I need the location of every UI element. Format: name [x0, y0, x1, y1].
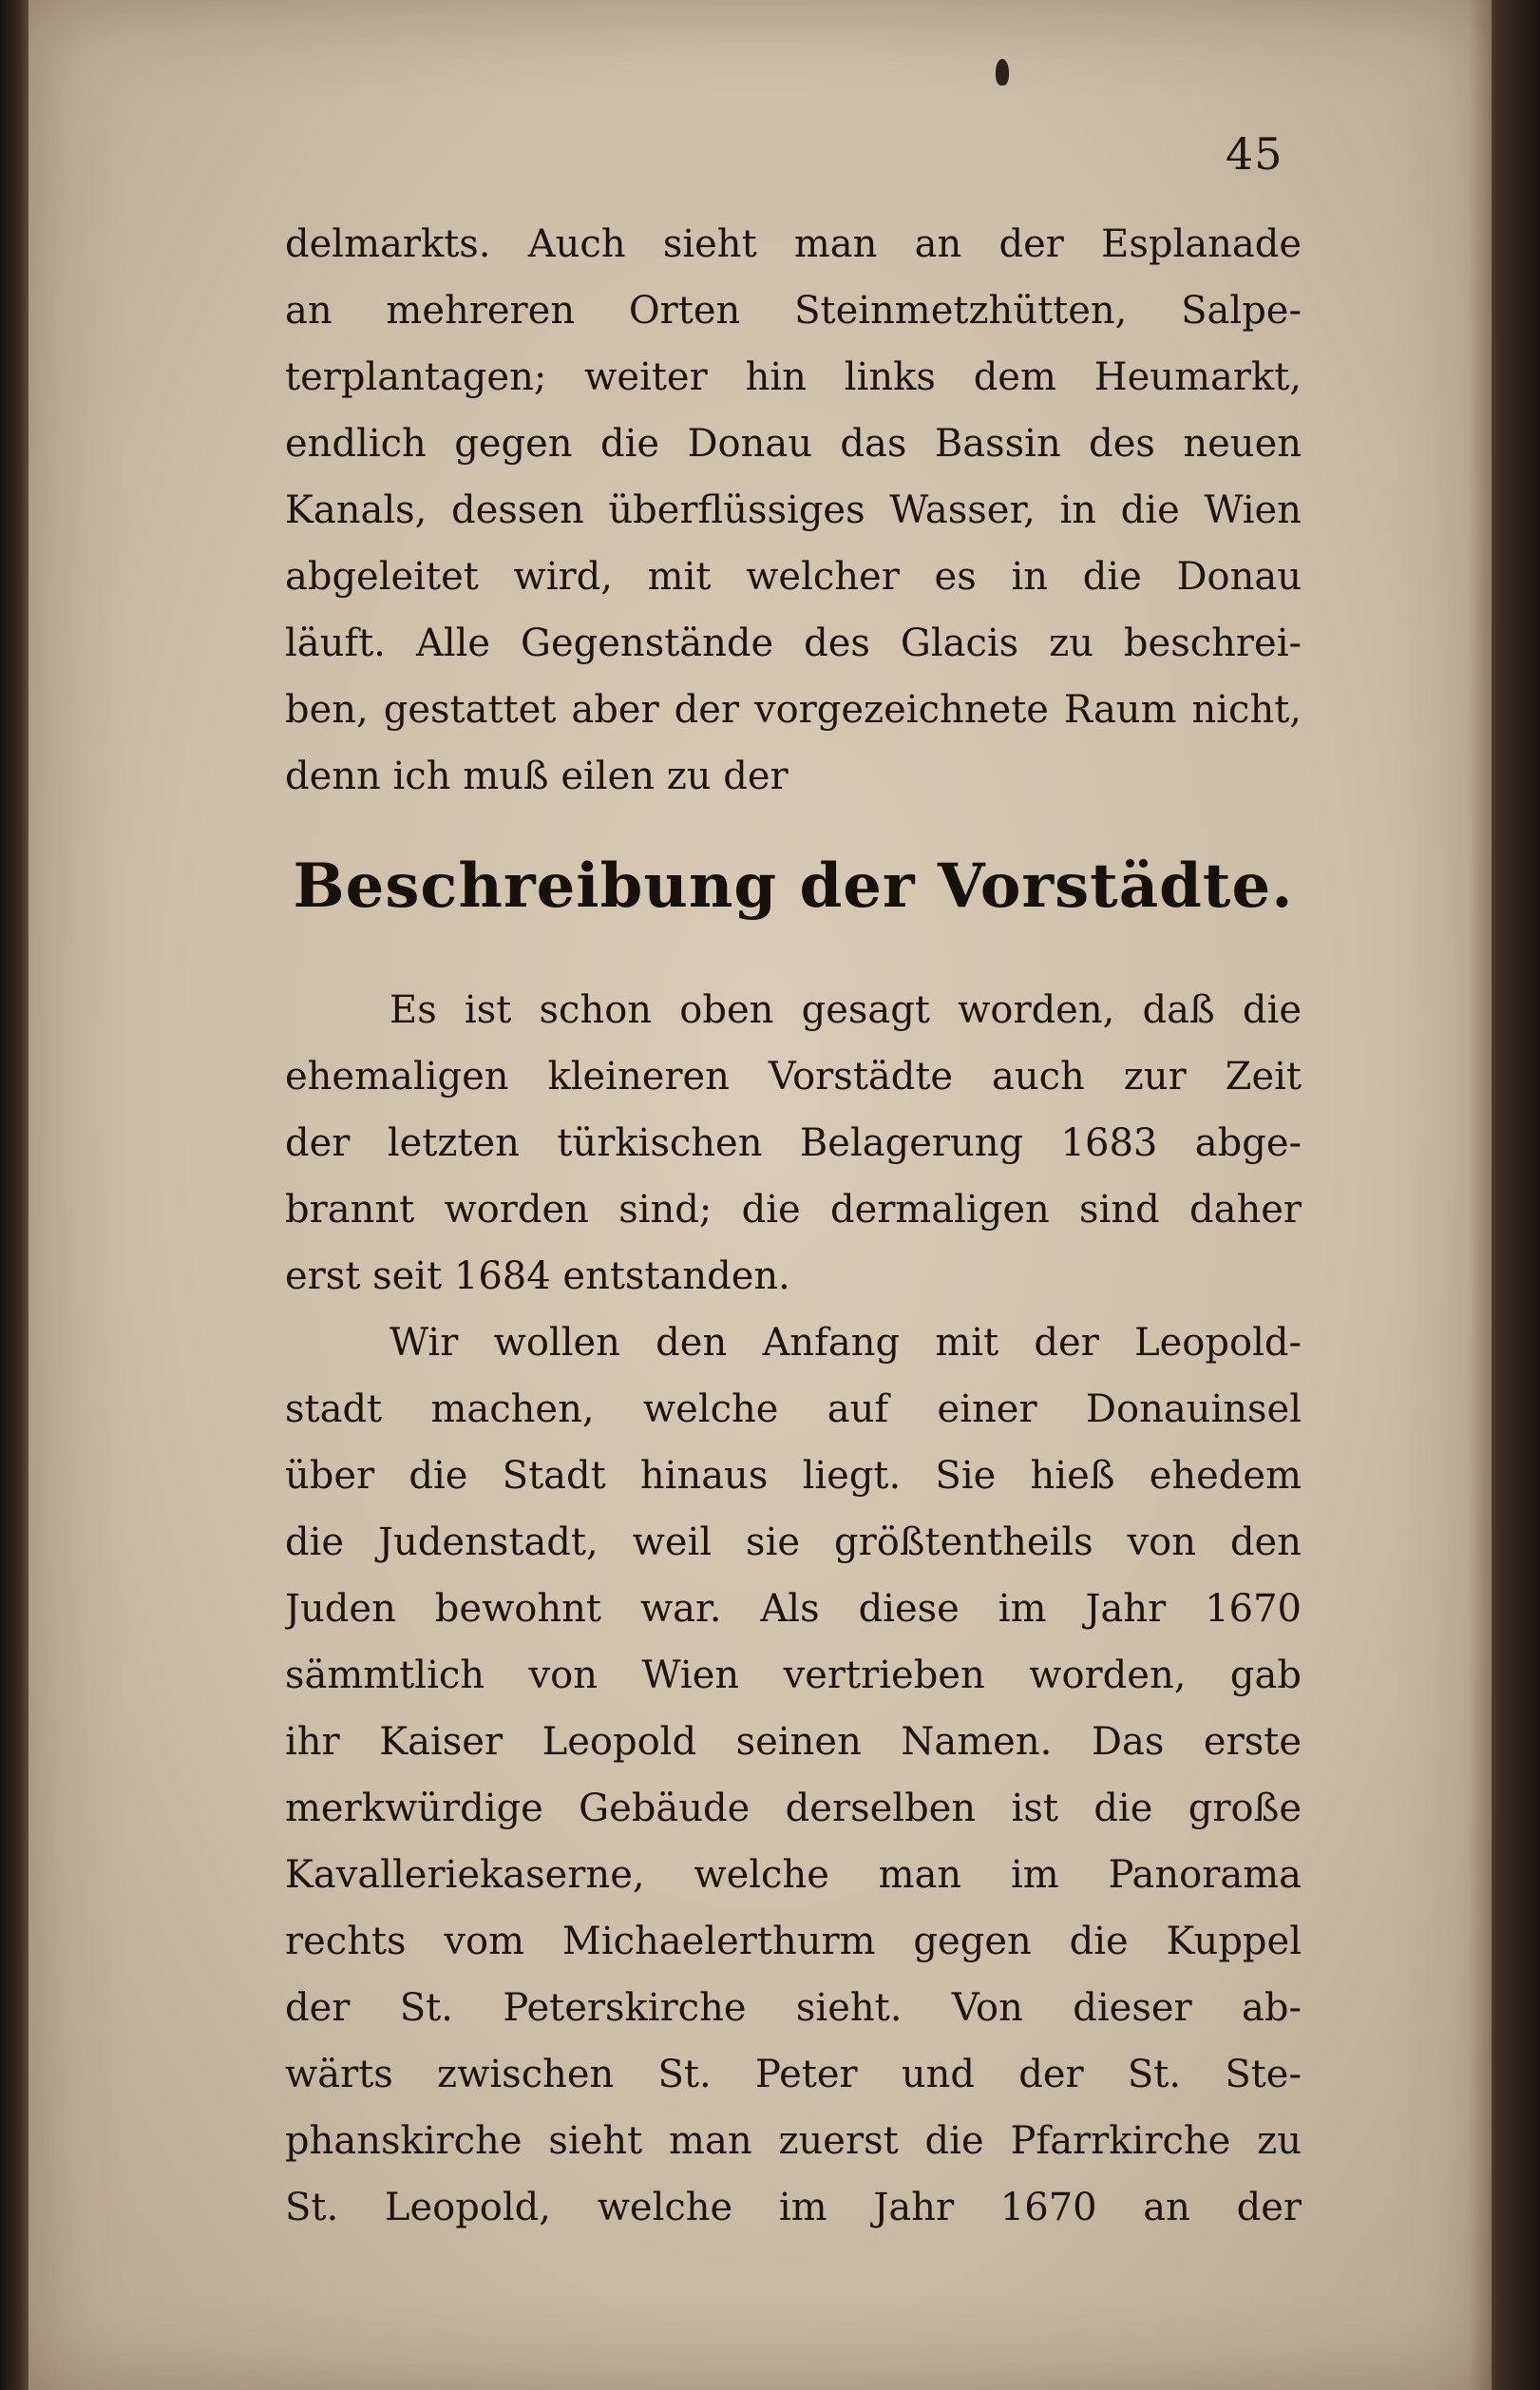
text-line: der St. Peterskirche sieht. Von dieser ab- — [285, 1986, 1302, 2030]
text-line: die Judenstadt, weil sie größtentheils von den — [285, 1520, 1302, 1564]
text-line: rechts vom Michaelerthurm gegen die Kuppel — [285, 1920, 1302, 1963]
text-line: ben, gestattet aber der vorgezeichnete Raum nicht, — [285, 688, 1302, 732]
text-line: Es ist schon oben gesagt worden, daß die — [390, 988, 1302, 1032]
text-line: Juden bewohnt war. Als diese im Jahr 1670 — [285, 1587, 1302, 1631]
text-line: erst seit 1684 entstanden. — [285, 1254, 790, 1298]
text-line: läuft. Alle Gegenstände des Glacis zu beschrei- — [285, 621, 1302, 665]
text-line: sämmtlich von Wien vertrieben worden, gab — [285, 1654, 1302, 1697]
text-line: ehemaligen kleineren Vorstädte auch zur Zeit — [285, 1055, 1302, 1099]
text-line: abgeleitet wird, mit welcher es in die Donau — [285, 555, 1302, 599]
text-line: der letzten türkischen Belagerung 1683 abge- — [285, 1121, 1302, 1165]
ink-blot-mark — [996, 59, 1009, 86]
text-line: phanskirche sieht man zuerst die Pfarrkirche zu — [285, 2119, 1302, 2163]
text-line: an mehreren Orten Steinmetzhütten, Salpe- — [285, 289, 1302, 333]
text-line: ihr Kaiser Leopold seinen Namen. Das erste — [285, 1720, 1302, 1764]
text-line: stadt machen, welche auf einer Donauinsel — [285, 1387, 1302, 1431]
paragraph-3 — [285, 1310, 1302, 2241]
text-line: Kanals, dessen überflüssiges Wasser, in die Wien — [285, 488, 1302, 532]
text-line: brannt worden sind; die dermaligen sind daher — [285, 1188, 1302, 1232]
text-line: endlich gegen die Donau das Bassin des neuen — [285, 422, 1302, 466]
text-line: denn ich muß eilen zu der — [285, 755, 789, 798]
text-line: terplantagen; weiter hin links dem Heumarkt, — [285, 355, 1302, 399]
paragraph-1 — [285, 211, 1302, 810]
text-line: Wir wollen den Anfang mit der Leopold- — [390, 1321, 1302, 1365]
text-line: über die Stadt hinaus liegt. Sie hieß ehedem — [285, 1454, 1302, 1498]
text-line: St. Leopold, welche im Jahr 1670 an der — [285, 2186, 1302, 2229]
text-line: delmarkts. Auch sieht man an der Esplanade — [285, 222, 1302, 266]
text-line: Kavalleriekaserne, welche man im Panorama — [285, 1853, 1302, 1897]
text-line: merkwürdige Gebäude derselben ist die große — [285, 1787, 1302, 1830]
page-edge-shadow — [1469, 0, 1492, 2390]
page-text — [285, 211, 1302, 2241]
text-line: wärts zwischen St. Peter und der St. Ste- — [285, 2053, 1302, 2096]
section-heading: Beschreibung der Vorstädte. — [293, 851, 1294, 922]
paragraph-2 — [285, 977, 1302, 1310]
page-number: 45 — [1226, 128, 1283, 180]
